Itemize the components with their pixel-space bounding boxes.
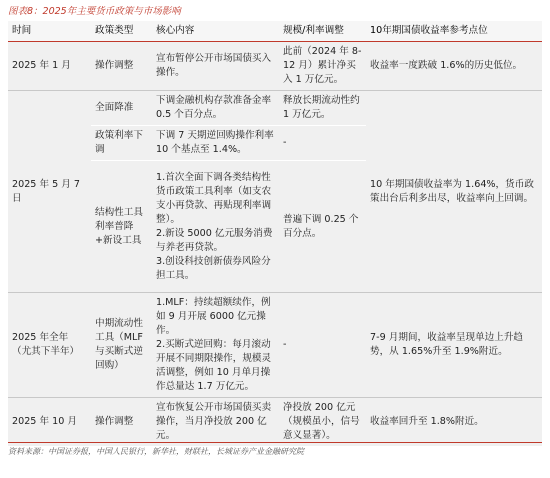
- cell-yield: 收益率回升至 1.8%附近。: [366, 398, 542, 447]
- cell-content: [152, 161, 279, 293]
- table-header-row: [8, 21, 542, 42]
- policy-table: [8, 21, 542, 447]
- cell-scale: 普遍下调 0.25 个百分点。: [279, 161, 366, 293]
- cell-content: 下调 7 天期逆回购操作利率 10 个基点至 1.4%。: [152, 126, 279, 161]
- header-content: 核心内容: [152, 21, 279, 42]
- cell-type: 操作调整: [91, 42, 152, 91]
- content-item: 3.创设科技创新债券风险分担工具。: [156, 255, 271, 281]
- cell-type: 全面降准: [91, 91, 152, 126]
- cell-content: 宣布暂停公开市场国债买入操作。: [152, 42, 279, 91]
- content-item: 1.MLF：持续超额续作，例如 9 月开展 6000 亿元操作。: [156, 297, 271, 336]
- cell-scale: 释放长期流动性约 1 万亿元。: [279, 91, 366, 126]
- cell-scale: -: [279, 293, 366, 398]
- source-note: 资料来源：中国证券报，中国人民银行，新华社，财联社，长城证券产业金融研究院: [8, 447, 304, 456]
- cell-time: 2025 年全年（尤其下半年）: [8, 293, 91, 398]
- cell-type: 政策利率下调: [91, 126, 152, 161]
- cell-type: 中期流动性工具（MLF 与买断式逆回购）: [91, 293, 152, 398]
- content-item: 1.首次全面下调各类结构性货币政策工具利率（如支农支小再贷款、再贴现利率调整）。: [156, 171, 272, 225]
- table-row: [8, 398, 542, 447]
- cell-time: 2025 年 10 月: [8, 398, 91, 447]
- cell-yield: 10 年期国债收益率为 1.64%，货币政策出台后利多出尽，收益率向上回调。: [366, 91, 542, 293]
- cell-scale: 净投放 200 亿元（规模虽小，信号意义显著）。: [279, 398, 366, 447]
- figure-title: 图表8：2025年主要货币政策与市场影响: [8, 6, 181, 17]
- cell-time: 2025 年 5 月 7 日: [8, 91, 91, 293]
- cell-yield: 收益率一度跌破 1.6%的历史低位。: [366, 42, 542, 91]
- cell-type: 操作调整: [91, 398, 152, 447]
- cell-scale: -: [279, 126, 366, 161]
- header-yield: 10年期国债收益率参考点位: [366, 21, 542, 42]
- footer-divider: [8, 442, 542, 443]
- table-row: [8, 42, 542, 91]
- cell-content: [152, 293, 279, 398]
- content-item: 2.新设 5000 亿元服务消费与养老再贷款。: [156, 227, 273, 253]
- cell-yield: 7-9 月期间，收益率呈现单边上升趋势，从 1.65%升至 1.9%附近。: [366, 293, 542, 398]
- content-item: 2.买断式逆回购：每月滚动开展不同期限操作，规模灵活调整，例如 10 月单月操作总量达 1.7 万亿元。: [156, 339, 272, 392]
- cell-scale: 此前（2024 年 8-12 月）累计净买入 1 万亿元。: [279, 42, 366, 91]
- table-row: [8, 293, 542, 398]
- cell-content: 宣布恢复公开市场国债买卖操作，当月净投放 200 亿元。: [152, 398, 279, 447]
- cell-type: 结构性工具利率普降+新设工具: [91, 161, 152, 293]
- header-time: 时间: [8, 21, 91, 42]
- cell-content: 下调金融机构存款准备金率 0.5 个百分点。: [152, 91, 279, 126]
- header-policy-type: 政策类型: [91, 21, 152, 42]
- cell-time: 2025 年 1 月: [8, 42, 91, 91]
- table-row: [8, 91, 542, 126]
- header-scale: 规模/利率调整: [279, 21, 366, 42]
